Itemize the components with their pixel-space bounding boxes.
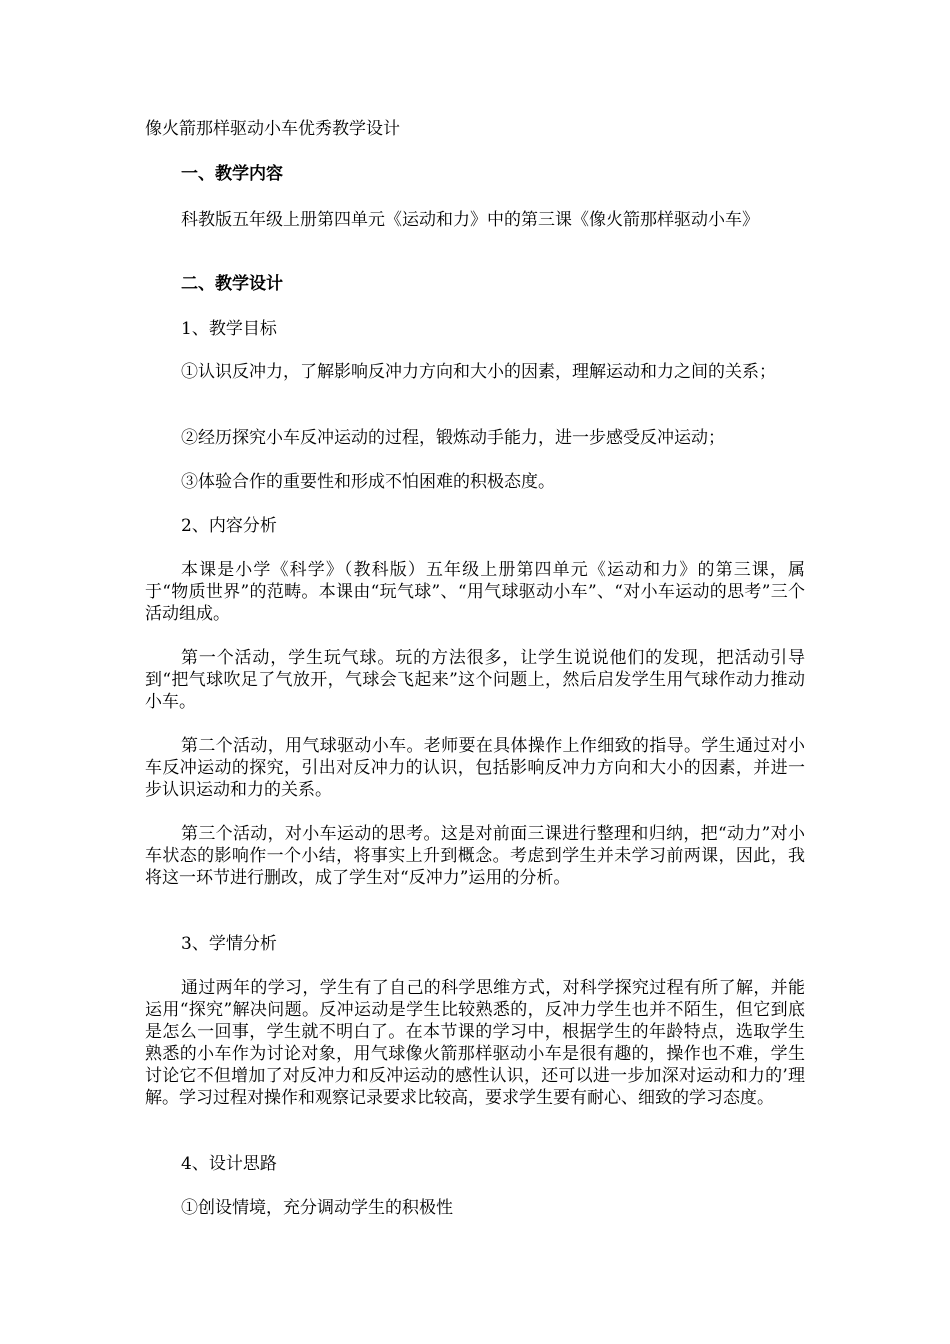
design-idea-item-1: ①创设情境，充分调动学生的积极性 <box>181 1198 453 1218</box>
learner-analysis-paragraph: 通过两年的学习，学生有了自己的科学思维方式，对科学探究过程有所了解，并能运用“探究”解决问题。反冲运动是学生比较熟悉的，反冲力学生也并不陌生，但它到底是怎么一回事，学生就不明白了。在本节课的学习中，根据学生的年龄特点，选取学生熟悉的小车作为讨论对象，用气球像火箭那样驱动小车是很有趣的，操作也不难，学生讨论它不但增加了对反冲力和反冲运动的感性认识，还可以进一步加深对运动和力的’理解。学习过程对操作和观察记录要求比较高，要求学生要有耐心、细致的学习态度。 <box>145 978 805 1108</box>
teaching-content-paragraph: 科教版五年级上册第四单元《运动和力》中的第三课《像火箭那样驱动小车》 <box>181 210 759 230</box>
goal-item-3: ③体验合作的重要性和形成不怕困难的积极态度。 <box>181 472 555 492</box>
subheading-learner-analysis: 3、学情分析 <box>181 934 277 954</box>
content-analysis-paragraph-1: 本课是小学《科学》（教科版）五年级上册第四单元《运动和力》的第三课，属于“物质世界”的范畴。本课由“玩气球”、“用气球驱动小车”、“对小车运动的思考”三个活动组成。 <box>145 560 805 624</box>
subheading-design-ideas: 4、设计思路 <box>181 1154 277 1174</box>
subheading-content-analysis: 2、内容分析 <box>181 516 277 536</box>
subheading-teaching-goals: 1、教学目标 <box>181 319 277 339</box>
content-analysis-paragraph-2: 第一个活动，学生玩气球。玩的方法很多，让学生说说他们的发现，把活动引导到“把气球吹足了气放开，气球会飞起来”这个问题上，然后启发学生用气球作动力推动小车。 <box>145 648 805 712</box>
document-title: 像火箭那样驱动小车优秀教学设计 <box>145 119 400 139</box>
section-heading-teaching-design: 二、教学设计 <box>181 274 283 294</box>
content-analysis-paragraph-3: 第二个活动，用气球驱动小车。老师要在具体操作上作细致的指导。学生通过对小车反冲运动的探究，引出对反冲力的认识，包括影响反冲力方向和大小的因素，并进一步认识运动和力的关系。 <box>145 736 805 800</box>
content-analysis-paragraph-4: 第三个活动，对小车运动的思考。这是对前面三课进行整理和归纳，把“动力”对小车状态的影响作一个小结，将事实上升到概念。考虑到学生并未学习前两课，因此，我将这一环节进行删改，成了学生对“反冲力”运用的分析。 <box>145 824 805 888</box>
goal-item-2: ②经历探究小车反冲运动的过程，锻炼动手能力，进一步感受反冲运动； <box>181 428 725 448</box>
goal-item-1: ①认识反冲力，了解影响反冲力方向和大小的因素，理解运动和力之间的关系； <box>181 362 776 382</box>
section-heading-teaching-content: 一、教学内容 <box>181 164 283 184</box>
